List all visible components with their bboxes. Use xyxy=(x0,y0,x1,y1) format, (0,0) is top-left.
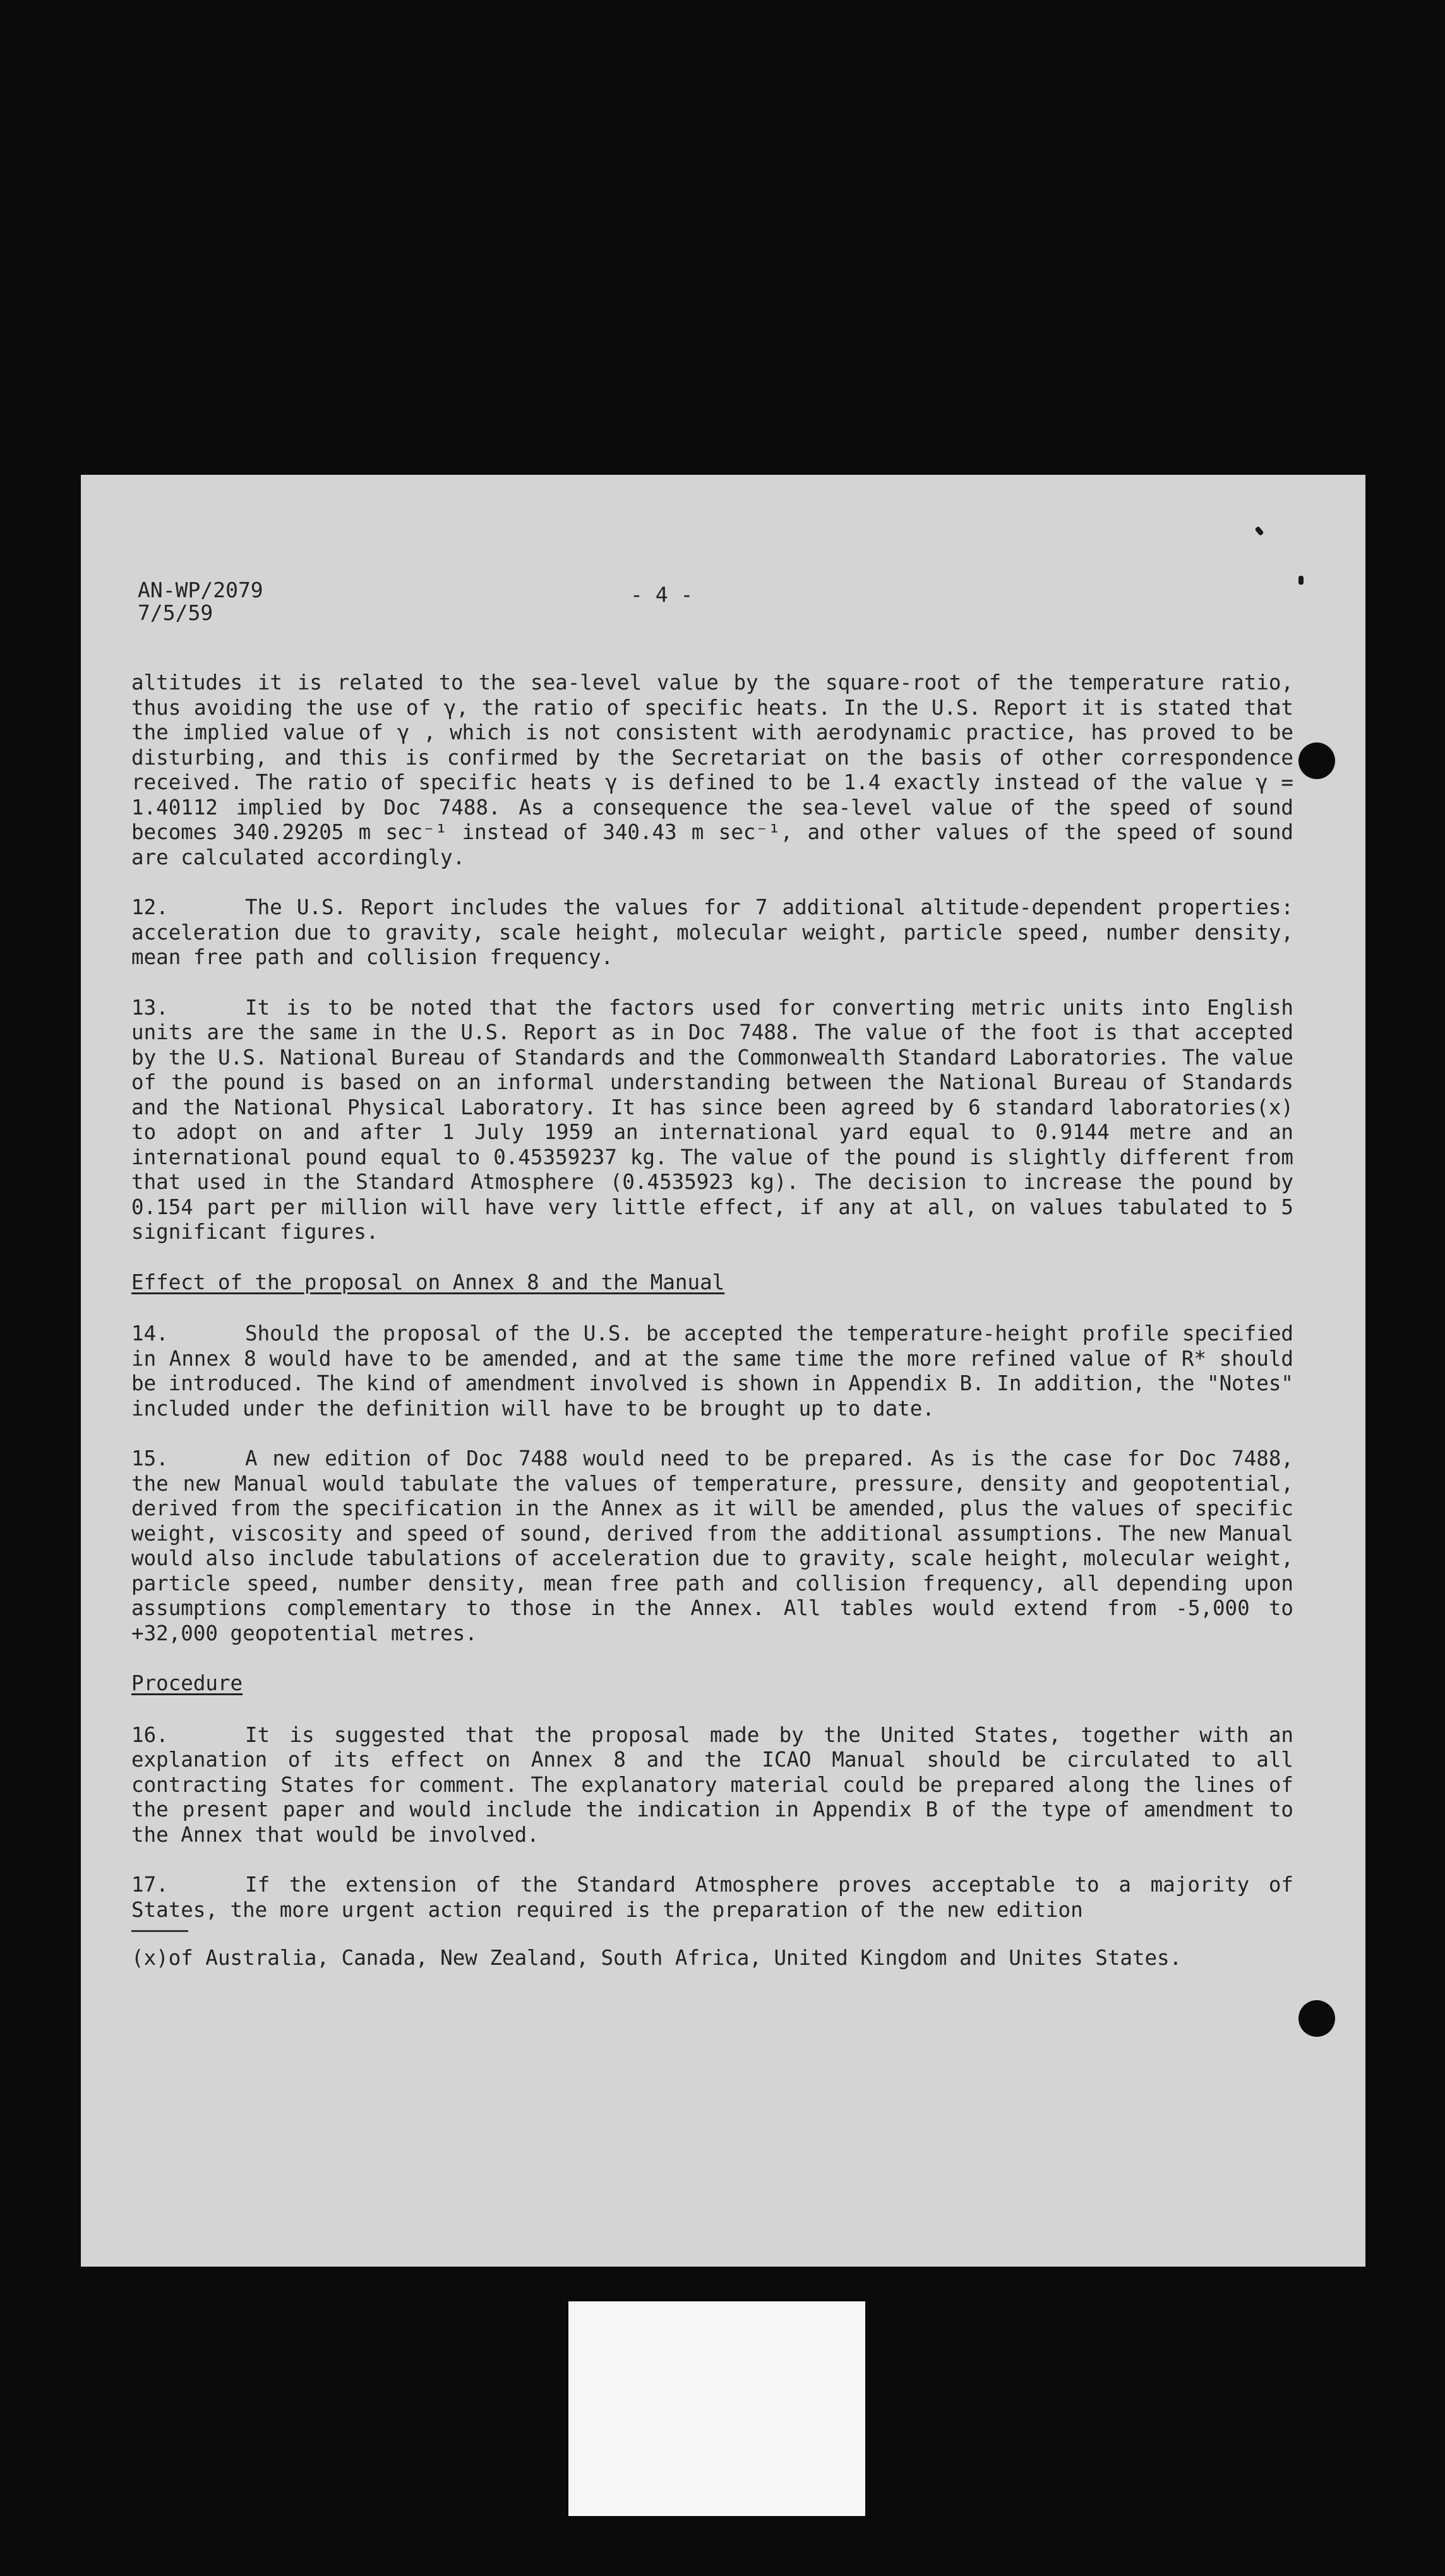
section-heading-procedure: Procedure xyxy=(131,1671,243,1695)
paragraph-number: 17. xyxy=(131,1873,169,1897)
footnote-mark: (x) xyxy=(131,1946,169,1970)
paragraph-number: 15. xyxy=(131,1446,169,1470)
document-date: 7/5/59 xyxy=(138,600,213,625)
section-heading-effect: Effect of the proposal on Annex 8 and the Manual xyxy=(131,1270,725,1294)
paragraph-17 xyxy=(131,1873,1293,1923)
punch-hole xyxy=(1298,742,1335,779)
paragraph-text: If the extension of the Standard Atmosphere proves acceptable to a majority of States, the more urgent action required is the preparation of the new edition xyxy=(131,1873,1293,1922)
paragraph-number: 14. xyxy=(131,1321,169,1345)
footnote-separator xyxy=(131,1930,188,1946)
paragraph-14 xyxy=(131,1321,1293,1421)
footnote xyxy=(131,1946,1293,1971)
paper-mark xyxy=(1254,526,1264,536)
document-page xyxy=(81,475,1365,2267)
paragraph-text: It is to be noted that the factors used for converting metric units into English units are the same in the U.S. Report as in Doc 7488. The value of the foot is that accepted by the U.S. National Bureau of Standards and the Commonwealth Standard Laboratories. The value of the pound is based on an informal understanding between the National Bureau of Standards and the National Physical Laboratory. It has since been agreed by 6 standard laboratories(x) to adopt on and after 1 July 1959 an international yard equal to 0.9144 metre and an international pound equal to 0.45359237 kg. The value of the pound is slightly different from that used in the Standard Atmosphere (0.4535923 kg). The decision to increase the pound by 0.154 part per million will have very little effect, if any at all, on values tabulated to 5 significant figures. xyxy=(131,995,1293,1244)
page-number: - 4 - xyxy=(630,582,693,607)
paragraph-number: 12. xyxy=(131,895,169,919)
document-reference xyxy=(138,579,263,624)
paragraph-12 xyxy=(131,895,1293,970)
paragraph-number: 16. xyxy=(131,1722,169,1747)
paragraph-text: The U.S. Report includes the values for 7 additional altitude-dependent properties: acceleration due to gravity, scale height, molecular weight, particle speed, number density, mean free path and collision frequency. xyxy=(131,895,1293,969)
paragraph-13 xyxy=(131,996,1293,1245)
paragraph-16 xyxy=(131,1723,1293,1848)
paragraph-text: It is suggested that the proposal made by the United States, together with an explanation of its effect on Annex 8 and the ICAO Manual should be circulated to all contracting States for comment. The explanatory material could be prepared along the lines of the present paper and would include the indication in Appendix B of the type of amendment to the Annex that would be involved. xyxy=(131,1722,1293,1847)
punch-hole xyxy=(1298,2000,1335,2037)
footnote-text: of Australia, Canada, New Zealand, South Africa, United Kingdom and Unites States. xyxy=(168,1946,1182,1970)
paragraph-15 xyxy=(131,1446,1293,1646)
paragraph-number: 13. xyxy=(131,995,169,1020)
paper-slip xyxy=(568,2301,865,2516)
paragraph-text: Should the proposal of the U.S. be accepted the temperature-height profile specified in Annex 8 would have to be amended, and at the same time the more refined value of R* should be introduced. The kind of amendment involved is shown in Appendix B. In addition, the "Notes" included under the definition will have to be brought up to date. xyxy=(131,1321,1293,1421)
paper-mark xyxy=(1298,576,1304,585)
paragraph-11-continued: altitudes it is related to the sea-level value by the square-root of the temperature ratio, thus avoiding the use of γ, the ratio of specific heats. In the U.S. Report it is stated that the implied value of γ , which is not consistent with aerodynamic practice, has proved to be disturbing, and this is confirmed by the Secretariat on the basis of other correspondence received. The ratio of specific heats γ is defined to be 1.4 exactly instead of the value γ = 1.40112 implied by Doc 7488. As a consequence the sea-level value of the speed of sound becomes 340.29205 m sec⁻¹ instead of 340.43 m sec⁻¹, and other values of the speed of sound are calculated accordingly. xyxy=(131,671,1293,869)
paragraph-text: A new edition of Doc 7488 would need to be prepared. As is the case for Doc 7488, the new Manual would tabulate the values of temperature, pressure, density and geopotential, derived from the specification in the Annex as it will be amended, plus the values of specific weight, viscosity and speed of sound, derived from the additional assumptions. The new Manual would also include tabulations of acceleration due to gravity, scale height, molecular weight, particle speed, number density, mean free path and collision frequency, all depending upon assumptions complementary to those in the Annex. All tables would extend from -5,000 to +32,000 geopotential metres. xyxy=(131,1446,1293,1645)
document-number: AN-WP/2079 xyxy=(138,578,263,602)
document-body xyxy=(131,671,1293,1971)
